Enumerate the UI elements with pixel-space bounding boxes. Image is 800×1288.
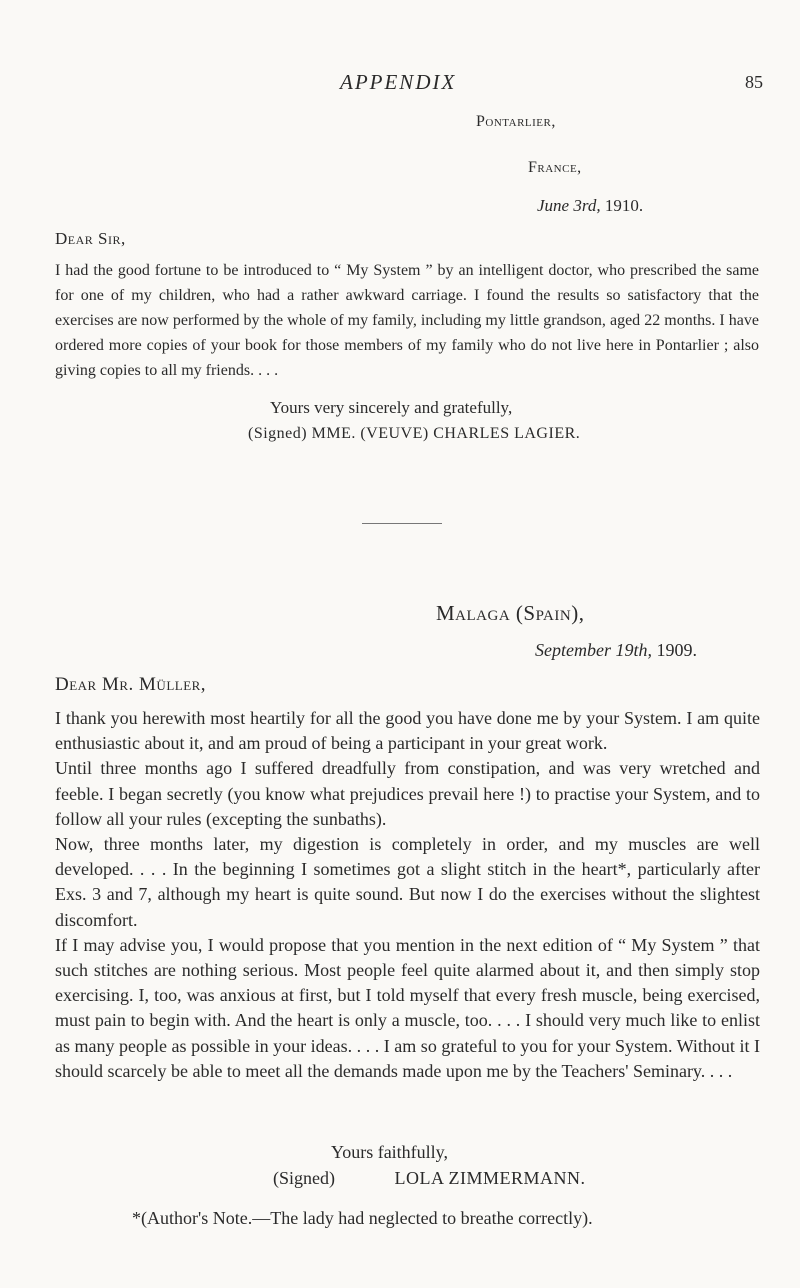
letter2-paragraph: Until three months ago I suffered dreadfully from constipation, and was very wretched and feeble. I began secretly (you know what prejudices prevail here !) to practise your System, and to follow all your rules (excepting the sunbaths). <box>55 758 760 829</box>
letter2-closing: Yours faithfully, <box>331 1142 449 1162</box>
footnote: *(Author's Note.—The lady had neglected to breathe correctly). <box>132 1208 593 1228</box>
letter2-salutation: Dear Mr. Müller, <box>55 674 207 695</box>
letter1-closing: Yours very sincerely and gratefully, <box>270 398 513 417</box>
letter2-signature: LOLA ZIMMERMANN. <box>394 1168 586 1188</box>
letter1-date-month-day: June 3rd, <box>537 196 601 215</box>
letter1-date <box>537 196 643 216</box>
letter2-paragraph: If I may advise you, I would propose that you mention in the next edition of “ My System ” that such stitches are nothing serious. Most people feel quite alarmed about it, and then simply stop exercising. I, too, was anxious at first, but I told myself that every fresh muscle, being exercised, must pain to begin with. And the heart is only a muscle, too. . . . I should very much like to enlist as many people as possible in your ideas. . . . I am so grateful to you for your System. Without it I should scarcely be able to meet all the demands made upon me by the Teachers' Seminary. . . . <box>55 934 760 1081</box>
letter1-body: I had the good fortune to be introduced to “ My System ” by an intelligent doctor, who prescribed the same for one of my children, who had a rather awkward carriage. I found the results so satisfactory that the exercises are now performed by the whole of my family, including my little grandson, aged 22 months. I have ordered more copies of your book for those members of my family who do not live here in Pontarlier ; also giving copies to all my friends. . . . <box>55 262 759 379</box>
letter1-signature: MME. (VEUVE) CHARLES LAGIER. <box>311 425 581 442</box>
letter1-salutation: Dear Sir, <box>55 229 126 248</box>
letter2-place: Malaga (Spain), <box>436 601 585 625</box>
letter1-date-year: 1910. <box>604 196 644 215</box>
letter2-date <box>535 640 697 661</box>
letter1-signed-label: (Signed) <box>248 425 308 442</box>
letter2-paragraph: Now, three months later, my digestion is completely in order, and my muscles are well developed. . . . In the beginning I sometimes got a slight stitch in the heart*, particularly after Exs. 3 and 7, although my heart is quite sound. But now I do the exercises without the slightest discomfort. <box>55 834 760 930</box>
letter2-date-year: 1909. <box>656 640 697 660</box>
page-number: 85 <box>745 72 763 92</box>
letter2-signed-label: (Signed) <box>273 1168 335 1188</box>
letter2-body <box>55 706 760 1084</box>
letter1-place-line2: France, <box>528 159 582 176</box>
letter1-place-line1: Pontarlier, <box>476 113 556 130</box>
letter2-signature-line <box>273 1168 586 1189</box>
letter1-signature-line <box>248 425 580 443</box>
letter-divider <box>362 523 442 524</box>
letter2-paragraph: I thank you herewith most heartily for all the good you have done me by your System. I am quite enthusiastic about it, and am proud of being a participant in your great work. <box>55 708 760 754</box>
letter2-date-month-day: September 19th, <box>535 640 652 660</box>
running-head: APPENDIX <box>340 70 457 94</box>
